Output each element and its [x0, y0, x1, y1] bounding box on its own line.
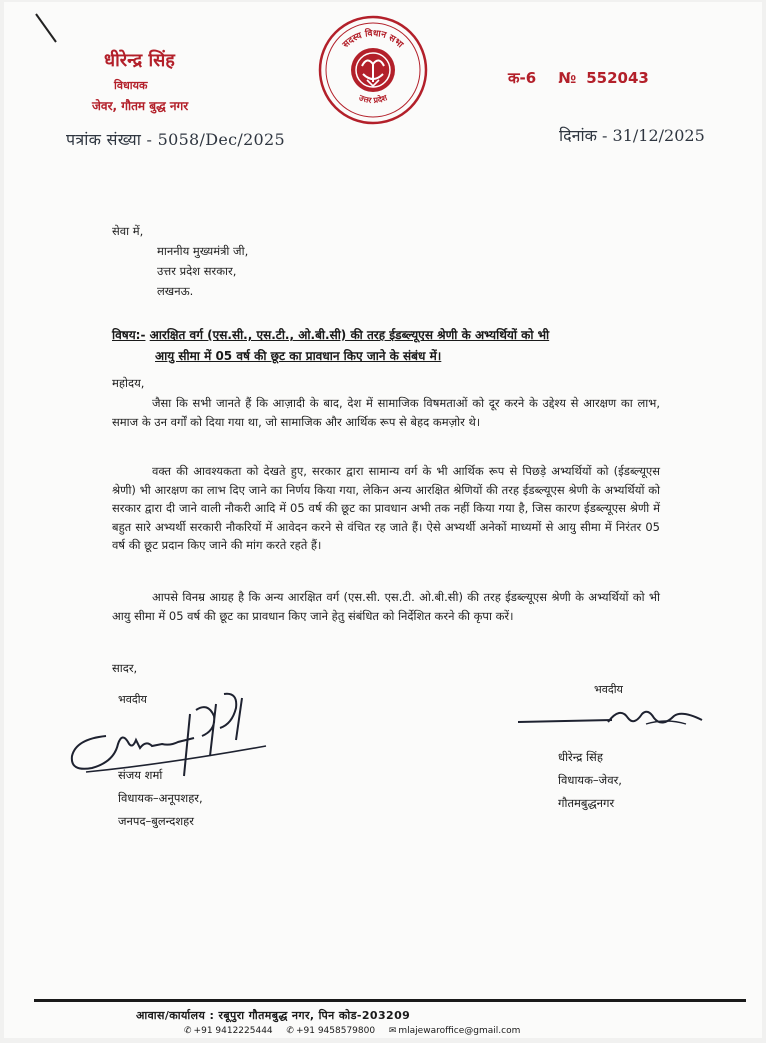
subject-line-1: आरक्षित वर्ग (एस.सी., एस.टी., ओ.बी.सी) की तरह ईडब्ल्यूएस श्रेणी के अभ्यर्थियों को भी: [149, 328, 550, 342]
footer-address: आवास/कार्यालय : रबूपुरा गौतमबुद्ध नगर, पिन कोड-203209: [136, 1009, 411, 1022]
letterhead-designation: विधायक: [114, 79, 148, 92]
letter-reference: पत्रांक संख्या - 5058/Dec/2025: [66, 130, 285, 149]
recipient-to: सेवा में,: [112, 224, 144, 238]
paragraph-1: [112, 394, 660, 431]
left-signatory-designation: विधायक–अनूपशहर,: [118, 791, 203, 805]
right-signatory: [558, 746, 622, 815]
left-signatory: [118, 764, 203, 833]
email-icon: ✉: [388, 1026, 397, 1036]
recipient-line: लखनऊ.: [157, 284, 194, 298]
paragraph-3-text: आपसे विनम्र आग्रह है कि अन्य आरक्षित वर्ग (एस.सी. एस.टी. ओ.बी.सी) की तरह ईडब्ल्यूएस श्रेणी के अभ्यर्थियों को भी आयु सीमा में 05 वर्ष की छूट का प्रावधान किए जाने हेतु संबंधित को निर्देशित करने की कृपा करें।: [112, 590, 660, 623]
svg-text:उत्तर प्रदेश: [357, 93, 389, 105]
letterhead-constituency: जेवर, गौतम बुद्ध नगर: [92, 99, 189, 113]
footer-contacts: [184, 1026, 520, 1036]
closing: सादर,: [112, 661, 138, 675]
left-valediction: भवदीय: [118, 693, 147, 706]
right-signatory-name: धीरेन्द्र सिंह: [558, 750, 603, 764]
footer-divider: [34, 999, 746, 1002]
right-signatory-designation: विधायक–जेवर,: [558, 773, 622, 787]
right-valediction: भवदीय: [594, 683, 623, 696]
svg-text:सदस्य विधान सभा: [340, 27, 405, 51]
whatsapp-icon: ✆: [286, 1026, 294, 1036]
up-emblem-icon: [351, 48, 395, 92]
salutation: महोदय,: [112, 376, 145, 390]
letter-page: [4, 2, 762, 1038]
paragraph-2: [112, 462, 660, 555]
serial-number: [508, 68, 649, 88]
subject-line-2: आयु सीमा में 05 वर्ष की छूट का प्रावधान किए जाने के संबंध में।: [155, 349, 442, 363]
seal-top-text: सदस्य विधान सभा: [341, 28, 405, 51]
left-signatory-name: संजय शर्मा: [118, 768, 163, 782]
recipient-address: [157, 242, 248, 302]
paragraph-1-text: जैसा कि सभी जानते हैं कि आज़ादी के बाद, देश में सामाजिक विषमताओं को दूर करने के उद्देश्य से आरक्षण का लाभ, समाज के उन वर्गों को दिया गया था, जो सामाजिक और आर्थिक रूप से बेहद कमज़ोर थे।: [112, 396, 660, 429]
right-signatory-district: गौतमबुद्धनगर: [558, 796, 615, 810]
footer-phone-1: +91 9412225444: [193, 1026, 273, 1036]
paragraph-2-text: वक्त की आवश्यकता को देखते हुए, सरकार द्वारा सामान्य वर्ग के भी आर्थिक रूप से पिछड़े अभ्यर्थियों को (ईडब्ल्यूएस श्रेणी) भी आरक्षण का लाभ दिए जाने का निर्णय किया गया, लेकिन अन्य आरक्षित श्रेणियों की तरह ईडब्ल्यूएस श्रेणी के अभ्यर्थियों को सरकार द्वारा दी जाने वाली नौकरी आदि में 05 वर्ष की छूट का प्रावधान अभी तक नहीं किया गया है, जिस कारण ईडब्ल्यूएस श्रेणी में बहुत सारे अभ्यर्थी सरकारी नौकरियों में आवेदन करने से वंचित रह जाते हैं। ऐसे अभ्यर्थी अनेकों माध्यमों से आयु सीमा में निरंतर 05 वर्ष की छूट प्रदान किए जाने की मांग करते रहते हैं।: [112, 464, 660, 552]
letter-date: दिनांक - 31/12/2025: [559, 126, 705, 145]
footer-email: mlajewaroffice@gmail.com: [398, 1026, 521, 1036]
pen-stroke-mark: [34, 12, 60, 46]
phone-icon: ✆: [184, 1026, 192, 1036]
recipient-line: उत्तर प्रदेश सरकार,: [157, 264, 237, 278]
serial-prefix: क-6: [508, 69, 537, 87]
left-signatory-district: जनपद–बुलन्दशहर: [118, 814, 194, 828]
serial-no-label: №: [558, 69, 577, 87]
recipient-line: माननीय मुख्यमंत्री जी,: [157, 244, 249, 258]
assembly-seal: [317, 14, 429, 126]
serial-no: 552043: [586, 69, 649, 87]
seal-bottom-text: उत्तर प्रदेश: [357, 93, 389, 105]
footer-phone-2: +91 9458579800: [295, 1026, 376, 1036]
subject-label: विषय:-: [112, 328, 146, 342]
paragraph-3: [112, 588, 660, 625]
subject-block: [112, 325, 672, 367]
right-signature: [516, 702, 706, 736]
letterhead-name: धीरेन्द्र सिंह: [104, 50, 175, 71]
